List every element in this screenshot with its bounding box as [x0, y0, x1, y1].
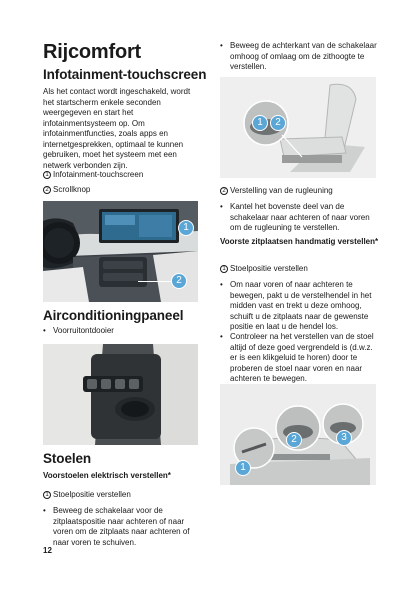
aircon-bullet: • Voorruitontdooier	[43, 326, 198, 337]
aircon-illustration	[43, 344, 198, 445]
seats-subheading: Voorstoelen elektrisch verstellen*	[43, 471, 171, 480]
caption-manual-seat-position	[220, 264, 308, 274]
infotainment-paragraph: Als het contact wordt ingeschakeld, wordt het startscherm enkele seconden weergegeven en start het infotainmentsysteem op. Om infotainmentfuncties, zoals apps en internetgesprekken, optimaal te kunnen gebruiken, moet het systeem met een netwerk verbonden zijn.	[43, 87, 191, 170]
caption-text: Scrollknop	[53, 185, 91, 194]
caption-text: Stoelpositie verstellen	[230, 264, 308, 273]
marker-2: 2	[270, 115, 286, 131]
seat-height-bullet: • Beweeg de achterkant van de schakelaar omhoog of omlaag om de zithoogte te verstellen.	[220, 41, 380, 73]
caption-infotainment-touchscreen	[43, 170, 143, 180]
backrest-bullet: • Kantel het bovenste deel van de schakelaar naar achteren of naar voren om de rugleuning te verstellen.	[220, 202, 380, 234]
dashboard-photo	[43, 201, 198, 302]
seats-heading: Stoelen	[43, 451, 92, 466]
caption-text: Stoelpositie verstellen	[53, 490, 131, 499]
caption-text: Verstelling van de rugleuning	[230, 186, 333, 195]
page-number: 12	[43, 546, 52, 555]
number-1-circle: 1	[43, 491, 51, 499]
number-2-circle: 2	[43, 186, 51, 194]
aircon-panel-photo	[43, 344, 198, 445]
caption-seat-position	[43, 490, 131, 500]
seats-bullet: • Beweeg de schakelaar voor de zitplaatspositie naar achteren of naar voren om de zitplaats naar achteren of naar voren te schuiven.	[43, 506, 198, 548]
manual-bullet-1: • Om naar voren of naar achteren te bewegen, pakt u de verstelhendel in het midden vast en trekt u deze omhoog, schuift u de zitplaats naar de gewenste positie en laat u de hendel los.	[220, 280, 380, 333]
marker-1: 1	[252, 115, 268, 131]
caption-backrest	[220, 186, 333, 196]
caption-scroll-knob	[43, 185, 90, 195]
page-title: Rijcomfort	[43, 41, 142, 63]
marker-3: 3	[336, 430, 352, 446]
caption-text: Infotainment-touchscreen	[53, 170, 144, 179]
number-2-circle: 2	[220, 187, 228, 195]
infotainment-heading: Infotainment-touchscreen	[43, 67, 207, 82]
marker-2: 2	[286, 432, 302, 448]
electric-seat-illustration	[220, 77, 376, 178]
manual-bullet-2: • Controleer na het verstellen van de stoel altijd of deze goed vergrendeld is (d.w.z. er is een klikgeluid te horen) door te proberen de stoel naar voren en naar achteren te bewegen.	[220, 332, 380, 385]
marker-2-leader	[138, 281, 173, 282]
marker-1: 1	[235, 460, 251, 476]
number-1-circle: 1	[43, 171, 51, 179]
electric-seat-photo	[220, 77, 376, 178]
marker-1: 1	[178, 220, 194, 236]
manual-seats-heading: Voorste zitplaatsen handmatig verstellen*	[220, 237, 379, 246]
number-1-circle: 1	[220, 265, 228, 273]
manual-seat-photo	[220, 384, 376, 485]
aircon-heading: Airconditioningpaneel	[43, 308, 184, 323]
marker-2: 2	[171, 273, 187, 289]
